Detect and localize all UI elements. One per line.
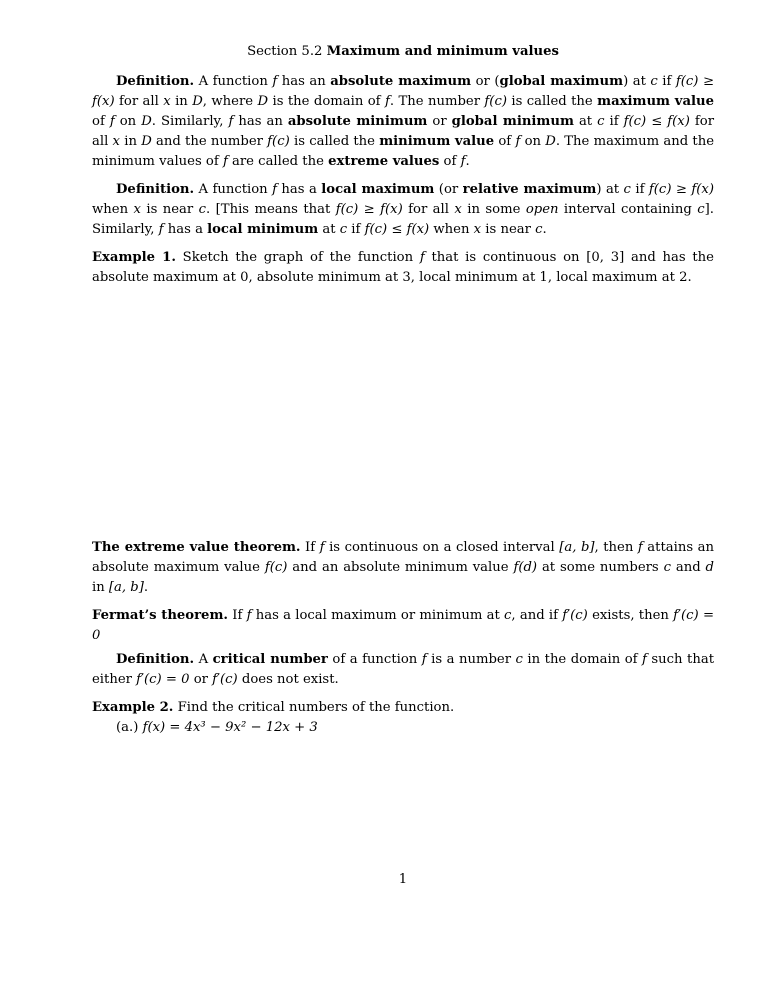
example-2-part-a: (a.) f(x) = 4x³ − 9x² − 12x + 3 — [116, 720, 318, 735]
fermats-theorem: Fermat’s theorem. If f has a local maximum or minimum at c, and if f′(c) exists, then f′(c) = 0 — [92, 608, 715, 643]
example-2 — [92, 698, 714, 738]
definition-local-extrema: Definition. A function f has a local maximum (or relative maximum) at c if f(c) ≥ f(x) when x is near c. [This means that f(c) ≥ f(x) for all x in some open interval containing c]. Similarly, f has a local minimum at c if f(c) ≤ f(x) when x is near c. — [92, 182, 714, 237]
section-heading: Maximum and minimum values — [326, 44, 559, 59]
page-number: 1 — [398, 872, 408, 887]
example-2-prompt: Example 2. Find the critical numbers of the function. — [92, 700, 455, 715]
sketch-space — [92, 295, 714, 525]
definition-absolute-extrema: Definition. A function f has an absolute maximum or (global maximum) at c if f(c) ≥ f(x) for all x in D, where D is the domain of f. The number f(c) is called the maximum value of f on D. Similarly, f has an absolute minimum or global minimum at c if f(c) ≤ f(x) for all x in D and the number f(c) is called the minimum value of f on D. The maximum and the minimum values of f are called the extreme values of f. — [92, 74, 715, 169]
example-1: Example 1. Sketch the graph of the function f that is continuous on [0, 3] and has the absolute maximum at 0, absolute minimum at 3, local minimum at 1, local maximum at 2. — [92, 250, 714, 285]
extreme-value-theorem: The extreme value theorem. If f is continuous on a closed interval [a, b], then f attains an absolute maximum value f(c) and an absolute minimum value f(d) at some numbers c and d in [a, b]. — [92, 540, 714, 595]
definition-critical-number: Definition. A critical number of a function f is a number c in the domain of f such that either f′(c) = 0 or f′(c) does not exist. — [92, 652, 714, 687]
section-prefix: Section 5.2 — [247, 44, 323, 59]
section-title — [92, 42, 714, 62]
